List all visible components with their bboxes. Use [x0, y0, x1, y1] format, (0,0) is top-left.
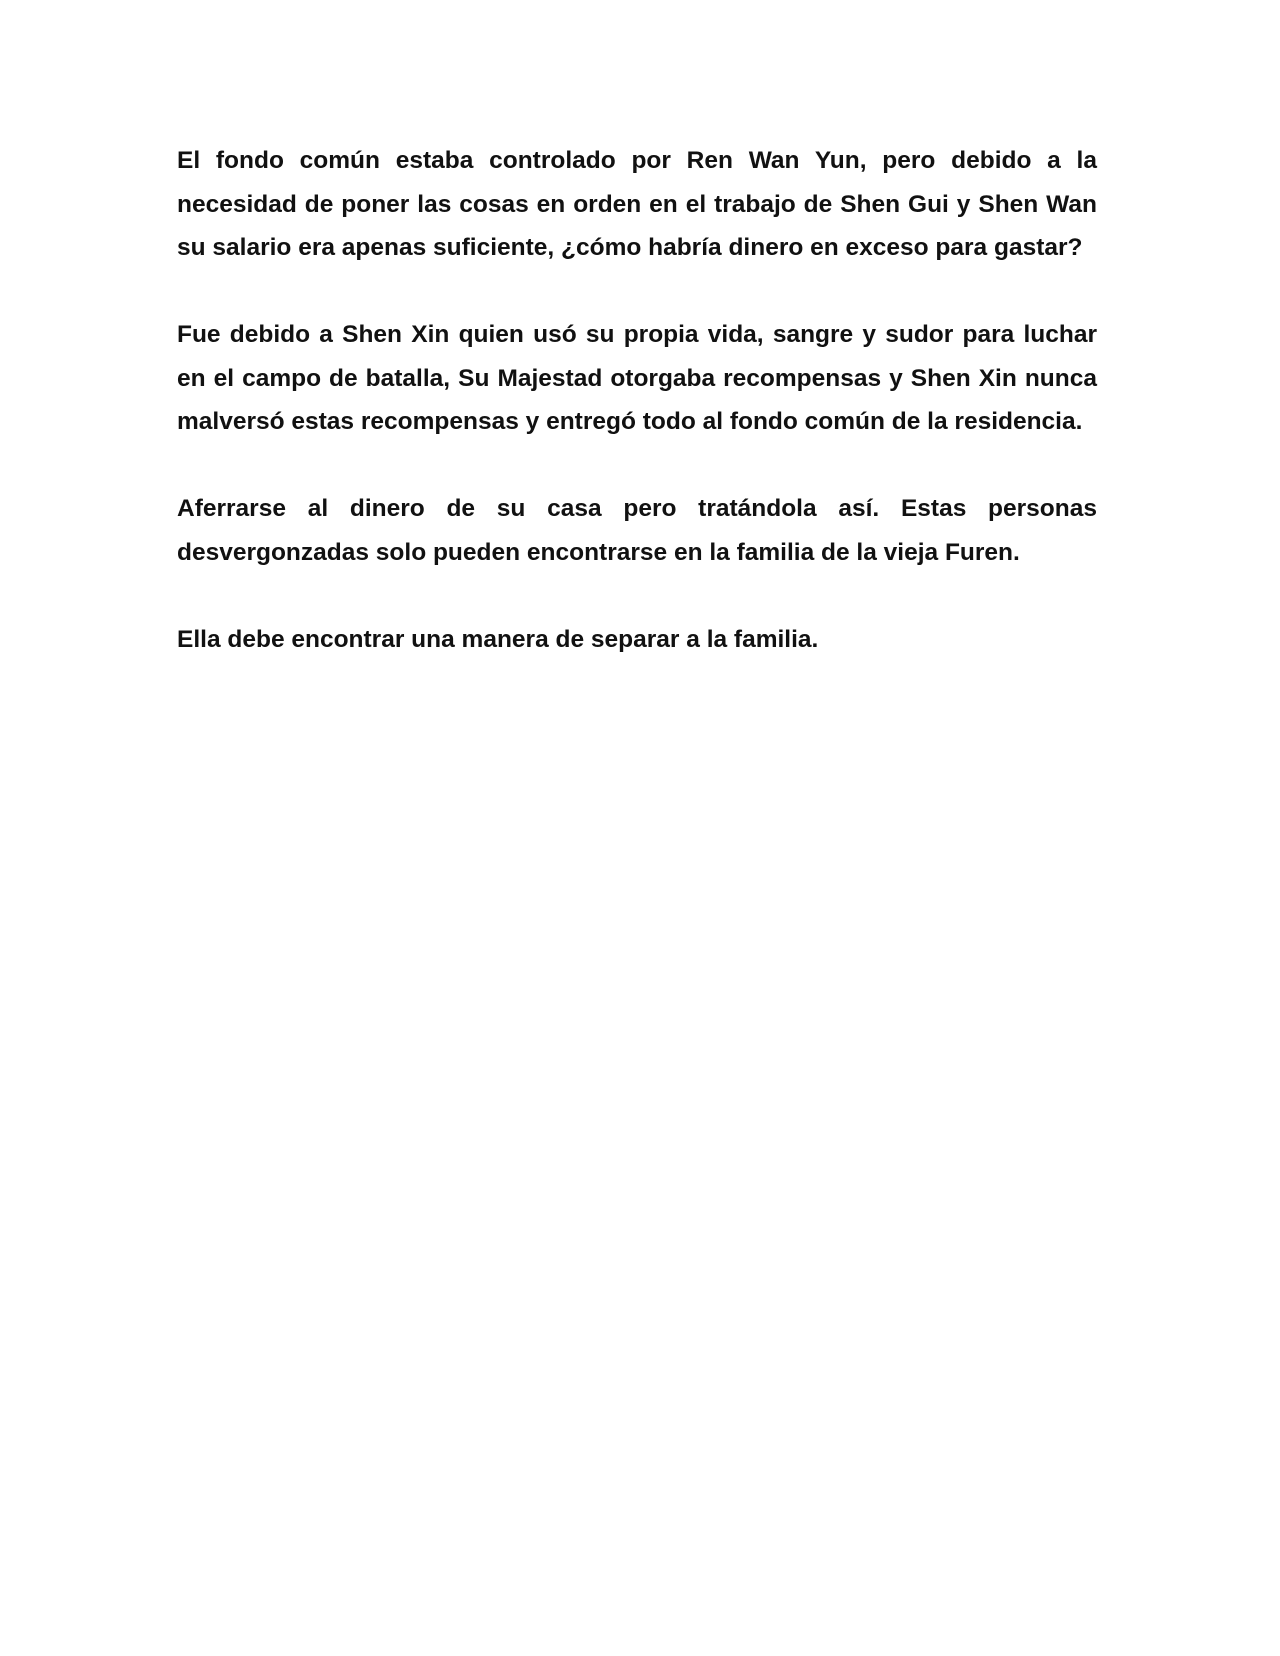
document-body: [177, 139, 1097, 661]
paragraph-1: El fondo común estaba controlado por Ren Wan Yun, pero debido a la necesidad de poner las cosas en orden en el trabajo de Shen Gui y Shen Wan su salario era apenas suficiente, ¿cómo habría dinero en exceso para gastar?: [177, 147, 1097, 261]
paragraph-3: Aferrarse al dinero de su casa pero tratándola así. Estas personas desvergonzadas solo pueden encontrarse en la familia de la vieja Furen.: [177, 495, 1097, 566]
paragraph-2: Fue debido a Shen Xin quien usó su propia vida, sangre y sudor para luchar en el campo de batalla, Su Majestad otorgaba recompensas y Shen Xin nunca malversó estas recompensas y entregó todo al fondo común de la residencia.: [177, 321, 1097, 435]
paragraph-4: Ella debe encontrar una manera de separar a la familia.: [177, 625, 819, 653]
